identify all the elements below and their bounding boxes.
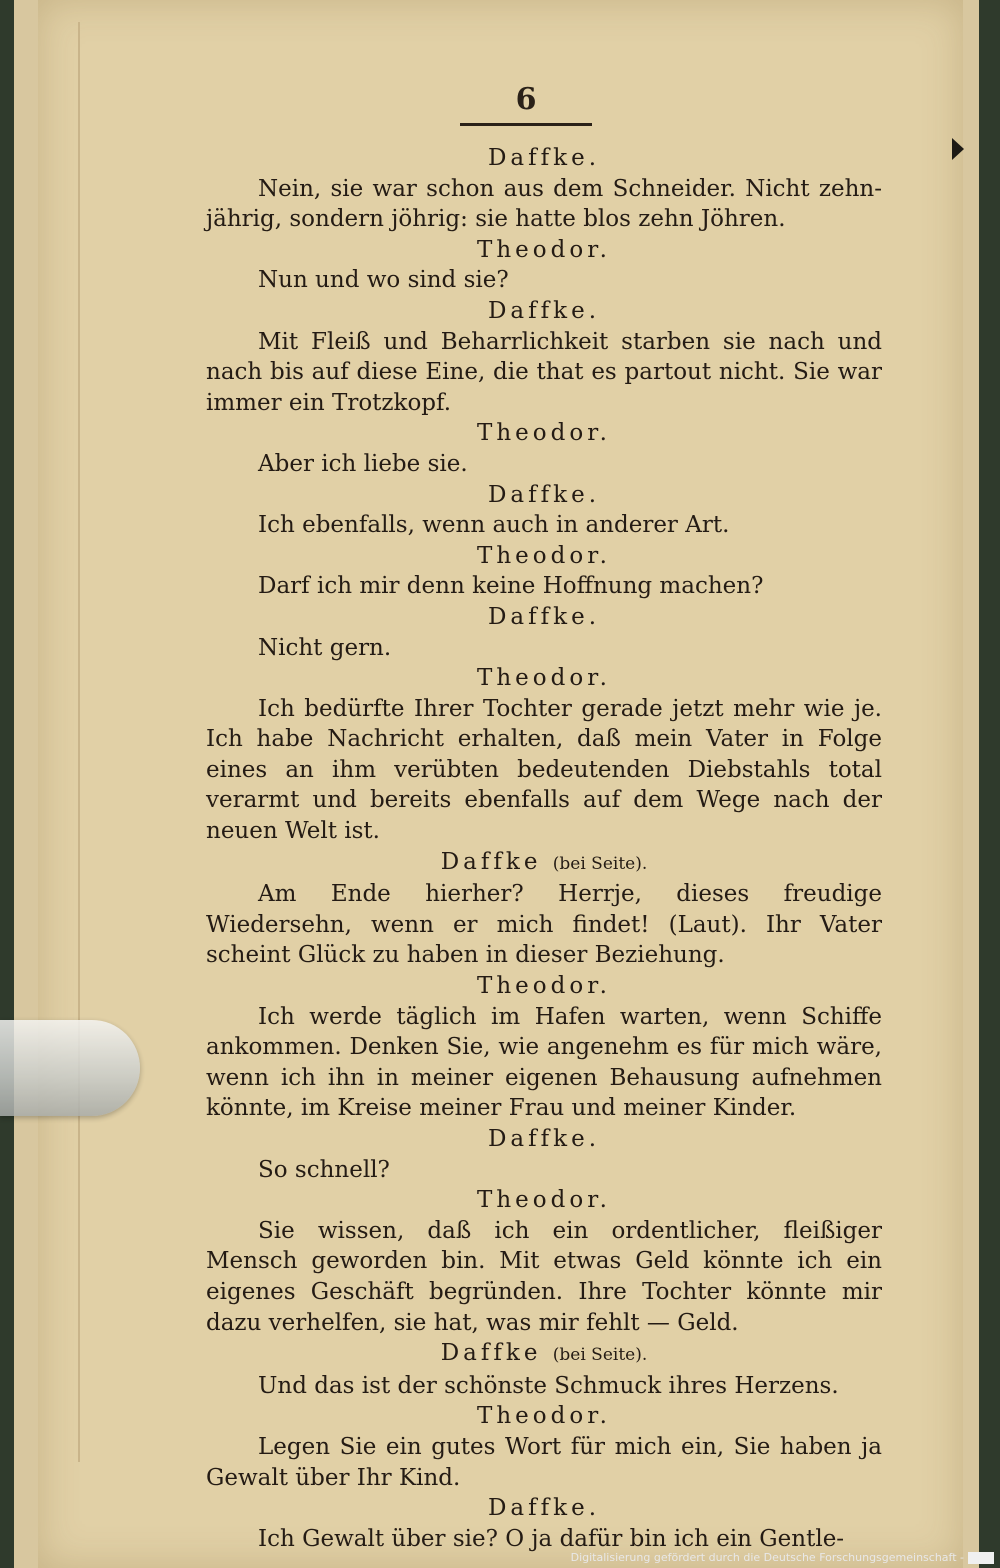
dialogue-paragraph: Am Ende hierher? Herrje, dieses freudige Wiedersehn, wenn er mich findet! (Laut). Ihr Vater scheint Glück zu haben in dieser Beziehung. bbox=[206, 881, 882, 969]
speaker-label: Theodor. bbox=[477, 542, 611, 569]
speaker-label: Theodor. bbox=[477, 236, 611, 263]
speaker-name bbox=[206, 235, 882, 266]
bookmark-arrow-icon bbox=[952, 138, 964, 160]
speaker-name bbox=[206, 663, 882, 694]
dialogue-paragraph: Nicht gern. bbox=[258, 634, 392, 661]
speaker-name bbox=[206, 1493, 882, 1524]
speaker-label: Daffke. bbox=[487, 1495, 601, 1522]
speaker-label: Theodor. bbox=[477, 665, 611, 692]
speaker-label: Daffke bbox=[440, 1340, 542, 1367]
speaker-name bbox=[206, 541, 882, 572]
footer bbox=[571, 1551, 994, 1564]
stage-direction: (bei Seite). bbox=[552, 853, 648, 874]
speaker-name bbox=[206, 1124, 882, 1155]
speaker-name bbox=[206, 1401, 882, 1432]
page-fold-shadow bbox=[78, 22, 80, 1462]
speaker-name bbox=[206, 418, 882, 449]
dialogue-paragraph: Nein, sie war schon aus dem Schneider. Nicht zehn-jährig, sondern jöhrig: sie hatte blos zehn Jöhren. bbox=[206, 175, 882, 233]
speaker-name bbox=[206, 296, 882, 327]
play-text bbox=[206, 143, 882, 1554]
header-rule bbox=[460, 123, 592, 126]
footer-text: Digitalisierung gefördert durch die Deutsche Forschungsgemeinschaft - bbox=[570, 1551, 964, 1564]
page-number: 6 bbox=[515, 82, 537, 117]
speaker-name bbox=[206, 480, 882, 511]
stage-direction: (bei Seite). bbox=[552, 1345, 648, 1366]
dialogue-paragraph: Ich ebenfalls, wenn auch in anderer Art. bbox=[258, 512, 730, 539]
speaker-label: Theodor. bbox=[477, 1187, 611, 1214]
dialogue-paragraph: Ich bedürfte Ihrer Tochter gerade jetzt mehr wie je. Ich habe Nachricht erhalten, daß mein Vater in Folge eines an ihm verübten bedeutenden Diebstahls total verarmt und bereits ebenfalls auf dem Wege nach der neuen Welt ist. bbox=[206, 695, 882, 845]
dialogue-paragraph: Aber ich liebe sie. bbox=[258, 450, 468, 477]
dialogue-paragraph: Darf ich mir denn keine Hoffnung machen? bbox=[258, 573, 764, 600]
speaker-name bbox=[206, 1185, 882, 1216]
speaker-name bbox=[206, 971, 882, 1002]
page-header bbox=[460, 82, 592, 126]
dialogue-paragraph: Mit Fleiß und Beharrlichkeit starben sie nach und nach bis auf diese Eine, die that es partout nicht. Sie war immer ein Trotzkopf. bbox=[206, 328, 882, 416]
speaker-label: Daffke. bbox=[487, 297, 601, 324]
speaker-label: Daffke. bbox=[487, 145, 601, 171]
speaker-label: Daffke. bbox=[487, 1126, 601, 1152]
page-clip bbox=[0, 1020, 140, 1116]
dialogue-paragraph: Ich Gewalt über sie? O ja dafür bin ich ein Gentle- bbox=[258, 1525, 845, 1552]
speaker-name bbox=[206, 143, 882, 174]
speaker-label: Theodor. bbox=[477, 420, 611, 447]
speaker-name bbox=[206, 602, 882, 633]
dialogue-paragraph: Ich werde täglich im Hafen warten, wenn Schiffe ankommen. Denken Sie, wie angenehm es für mich wäre, wenn ich ihn in meiner eigenen Behausung aufnehmen könnte, im Kreise meiner Frau und meiner Kinder. bbox=[206, 1003, 882, 1122]
speaker-label: Daffke. bbox=[487, 603, 601, 630]
dialogue-paragraph: Legen Sie ein gutes Wort für mich ein, Sie haben ja Gewalt über Ihr Kind. bbox=[206, 1433, 882, 1491]
speaker-label: Daffke. bbox=[487, 481, 601, 508]
speaker-label: Theodor. bbox=[477, 1403, 611, 1430]
dialogue-paragraph: Nun und wo sind sie? bbox=[258, 267, 509, 294]
speaker-label: Theodor. bbox=[477, 973, 611, 1000]
dialogue-paragraph: Und das ist der schönste Schmuck ihres Herzens. bbox=[258, 1372, 839, 1399]
dialogue-paragraph: So schnell? bbox=[258, 1156, 390, 1183]
dialogue-paragraph: Sie wissen, daß ich ein ordentlicher, fleißiger Mensch geworden bin. Mit etwas Geld könnte ich ein eigenes Geschäft begründen. Ihre Tochter könnte mir dazu verhelfen, sie hat, was mir fehlt — Geld. bbox=[206, 1217, 882, 1336]
speaker-name bbox=[206, 1338, 882, 1371]
speaker-label: Daffke bbox=[440, 848, 542, 875]
dfg-logo-icon bbox=[968, 1552, 994, 1564]
speaker-name bbox=[206, 847, 882, 880]
